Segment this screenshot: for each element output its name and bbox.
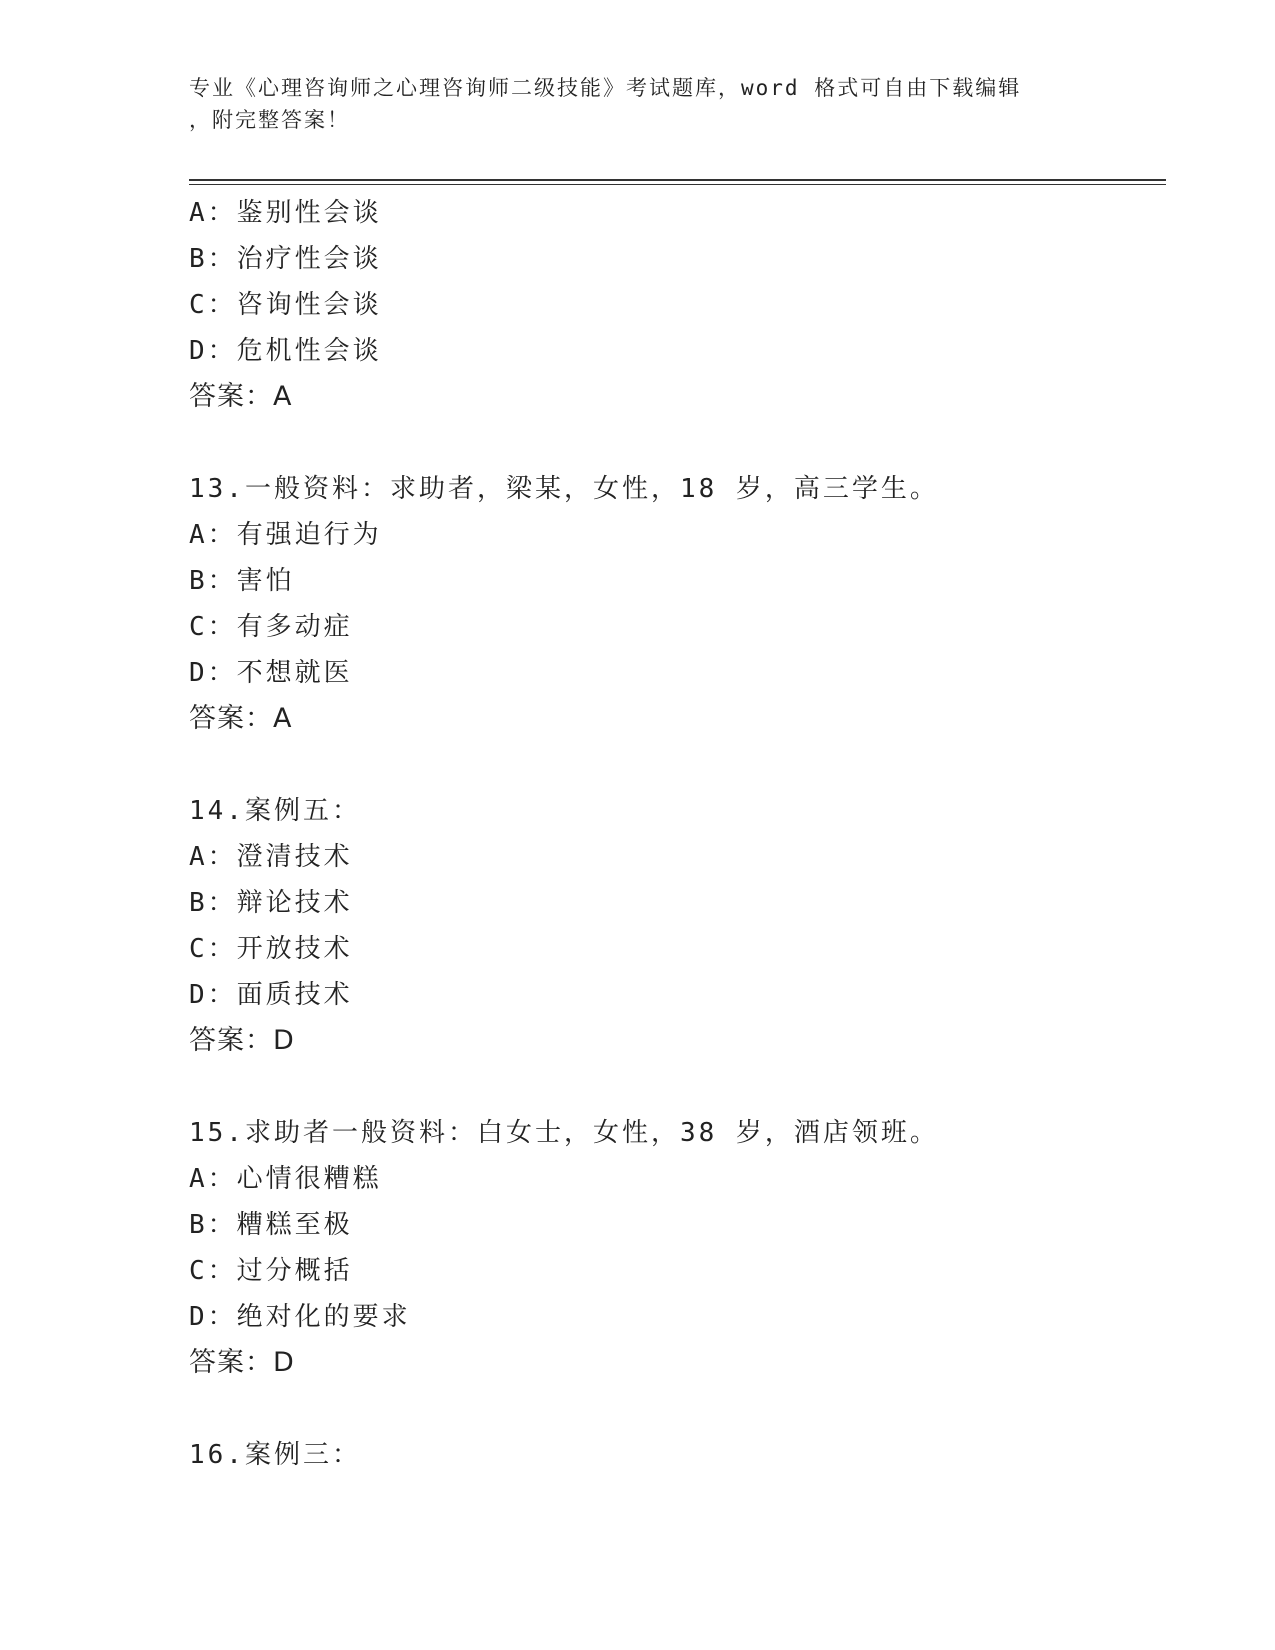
question-15 bbox=[189, 1110, 1149, 1386]
option-c: C：开放技术 bbox=[189, 934, 353, 964]
question-text: 14.案例五： bbox=[189, 796, 361, 826]
header-divider-thin bbox=[189, 184, 1166, 185]
option-a: A：心情很糟糕 bbox=[189, 1164, 382, 1194]
question-14 bbox=[189, 788, 1149, 1064]
spacer bbox=[189, 742, 1149, 788]
spacer bbox=[189, 1064, 1149, 1110]
option-d: D：危机性会谈 bbox=[189, 336, 382, 366]
option-b: B：害怕 bbox=[189, 566, 295, 596]
option-b: B：辩论技术 bbox=[189, 888, 353, 918]
question-text: 15.求助者一般资料：白女士，女性，38 岁，酒店领班。 bbox=[189, 1118, 939, 1148]
option-b: B：治疗性会谈 bbox=[189, 244, 382, 274]
header-title-line: 专业《心理咨询师之心理咨询师二级技能》考试题库，word 格式可自由下载编辑 bbox=[189, 76, 1022, 100]
option-c: C：过分概括 bbox=[189, 1256, 353, 1286]
option-b: B：糟糕至极 bbox=[189, 1210, 353, 1240]
option-d: D：绝对化的要求 bbox=[189, 1302, 411, 1332]
option-c: C：有多动症 bbox=[189, 612, 353, 642]
question-text: 16.案例三： bbox=[189, 1440, 361, 1470]
answer-line: 答案：A bbox=[189, 703, 293, 734]
header-title-line-continued: ，附完整答案！ bbox=[189, 108, 350, 132]
answer-line: 答案：A bbox=[189, 381, 293, 412]
question-12 bbox=[189, 190, 1149, 420]
question-list bbox=[189, 190, 1149, 1478]
question-13 bbox=[189, 466, 1149, 742]
question-text: 13.一般资料：求助者，梁某，女性，18 岁，高三学生。 bbox=[189, 474, 939, 504]
option-a: A：澄清技术 bbox=[189, 842, 353, 872]
option-a: A：有强迫行为 bbox=[189, 520, 382, 550]
spacer bbox=[189, 1386, 1149, 1432]
question-16 bbox=[189, 1432, 1149, 1478]
answer-line: 答案：D bbox=[189, 1025, 295, 1056]
option-d: D：不想就医 bbox=[189, 658, 353, 688]
header-divider-thick bbox=[189, 179, 1166, 181]
answer-line: 答案：D bbox=[189, 1347, 295, 1378]
option-a: A：鉴别性会谈 bbox=[189, 198, 382, 228]
spacer bbox=[189, 420, 1149, 466]
document-header bbox=[189, 72, 1089, 136]
option-d: D：面质技术 bbox=[189, 980, 353, 1010]
option-c: C：咨询性会谈 bbox=[189, 290, 382, 320]
